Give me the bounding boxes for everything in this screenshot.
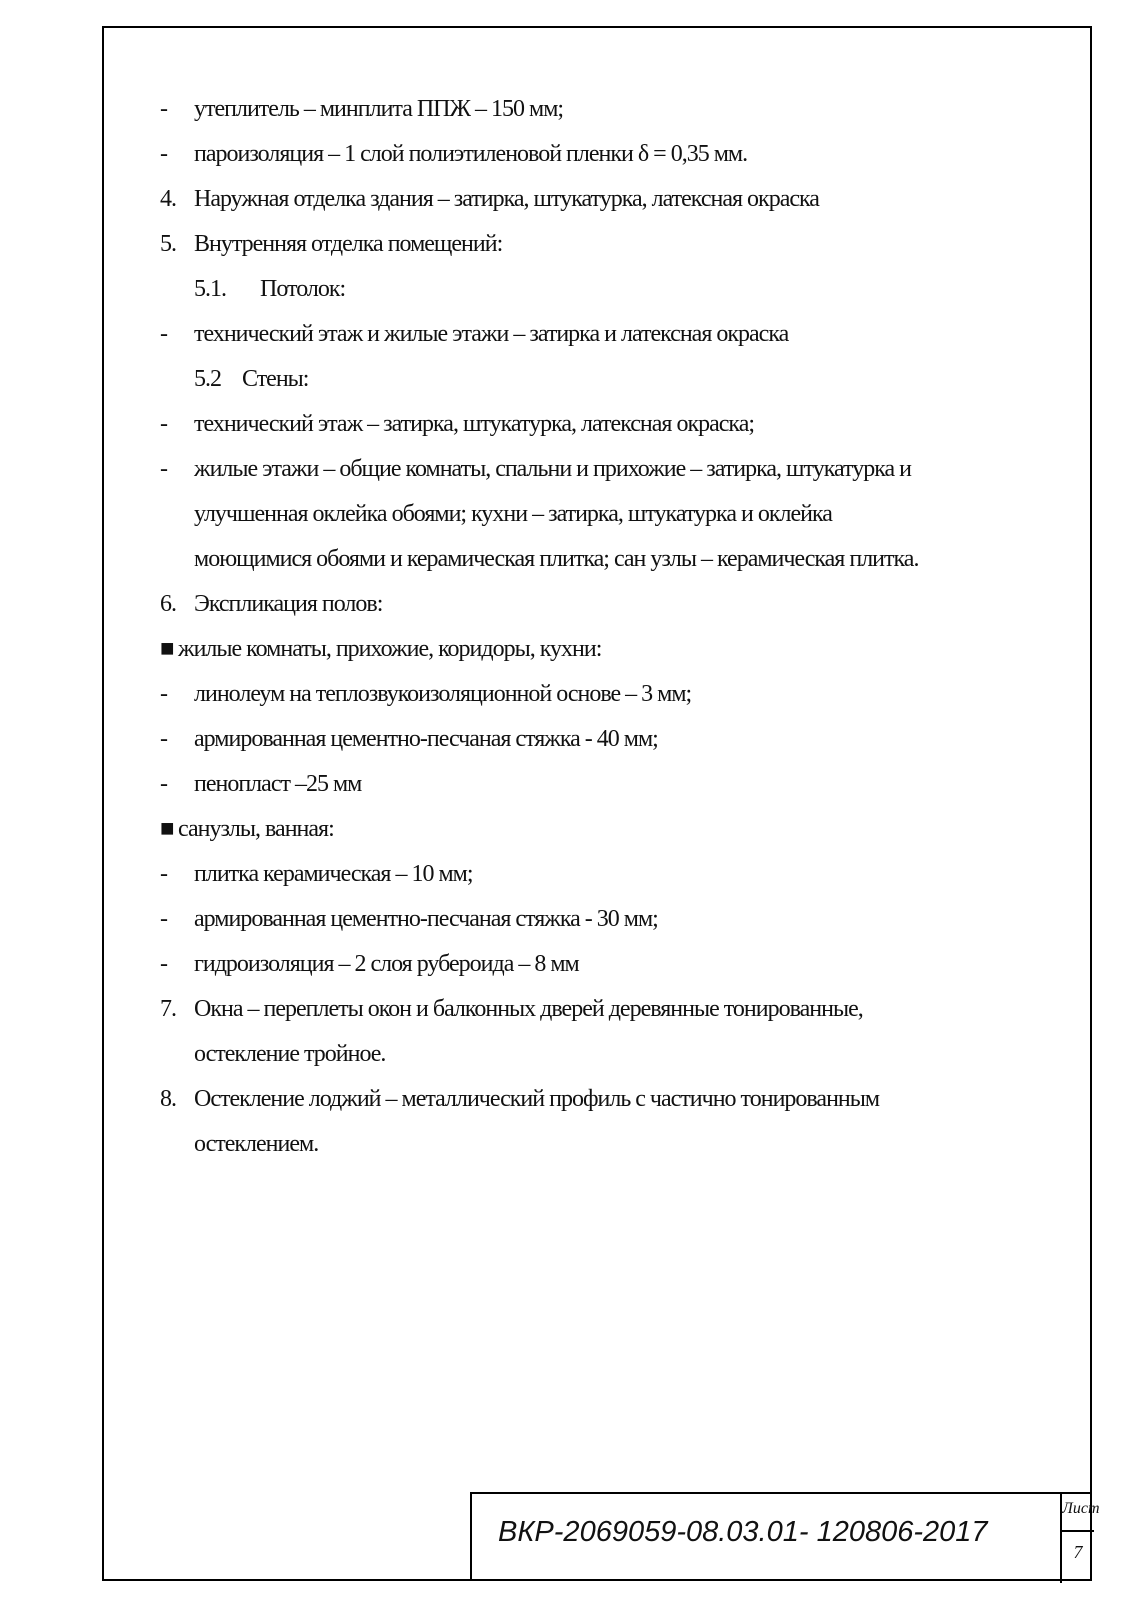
line-text: Стены: <box>242 366 309 392</box>
text-line <box>194 1031 385 1077</box>
title-block <box>470 1492 1100 1581</box>
text-line <box>160 851 473 897</box>
dash-marker: - <box>160 726 167 752</box>
text-line <box>160 131 747 177</box>
line-text: остеклением. <box>194 1131 319 1157</box>
list-number: 7. <box>160 996 176 1022</box>
text-line <box>160 941 579 987</box>
sub-number: 5.1. <box>194 276 226 302</box>
line-text: Окна – переплеты окон и балконных дверей деревянные тонированные, <box>194 996 863 1022</box>
list-number: 8. <box>160 1086 176 1112</box>
line-text: линолеум на теплозвукоизоляционной основе – 3 мм; <box>194 681 692 707</box>
line-text: армированная цементно-песчаная стяжка - 30 мм; <box>194 906 658 932</box>
line-text: армированная цементно-песчаная стяжка - 40 мм; <box>194 726 658 752</box>
text-line <box>160 986 863 1032</box>
line-text: технический этаж и жилые этажи – затирка и латексная окраска <box>194 321 789 347</box>
line-text: жилые комнаты, прихожие, коридоры, кухни: <box>178 636 602 662</box>
sub-number: 5.2 <box>194 366 221 392</box>
dash-marker: - <box>160 681 167 707</box>
text-line <box>160 626 601 672</box>
text-line <box>160 716 658 762</box>
document-code: ВКР-2069059-08.03.01- 120806-2017 <box>498 1516 988 1548</box>
line-text: Остекление лоджий – металлический профиль с частично тонированным <box>194 1086 880 1112</box>
list-number: 6. <box>160 591 176 617</box>
text-line <box>160 401 754 447</box>
line-text: улучшенная оклейка обоями; кухни – затирка, штукатурка и оклейка <box>194 501 832 527</box>
dash-marker: - <box>160 96 167 122</box>
dash-marker: - <box>160 456 167 482</box>
dash-marker: - <box>160 906 167 932</box>
line-text: Внутренняя отделка помещений: <box>194 231 503 257</box>
square-bullet: ■ <box>160 636 174 662</box>
text-line <box>194 1121 318 1167</box>
sheet-label: Лист <box>1062 1500 1100 1517</box>
line-text: плитка керамическая – 10 мм; <box>194 861 473 887</box>
text-line <box>160 806 334 852</box>
text-line <box>160 311 788 357</box>
line-text: технический этаж – затирка, штукатурка, латексная окраска; <box>194 411 755 437</box>
text-line <box>194 356 308 402</box>
line-text: моющимися обоями и керамическая плитка; сан узлы – керамическая плитка. <box>194 546 919 572</box>
line-text: Потолок: <box>260 276 346 302</box>
line-text: Экспликация полов: <box>194 591 383 617</box>
sheet-cell <box>1060 1494 1100 1583</box>
line-text: гидроизоляция – 2 слоя рубероида – 8 мм <box>194 951 579 977</box>
text-line <box>194 266 345 312</box>
sheet-number: 7 <box>1073 1542 1083 1562</box>
line-text: пароизоляция – 1 слой полиэтиленовой пленки δ = 0,35 мм. <box>194 141 748 167</box>
text-line <box>160 1076 879 1122</box>
sheet-divider <box>1062 1530 1094 1532</box>
dash-marker: - <box>160 771 167 797</box>
list-number: 4. <box>160 186 176 212</box>
line-text: остекление тройное. <box>194 1041 386 1067</box>
line-text: санузлы, ванная: <box>178 816 334 842</box>
text-line <box>160 761 361 807</box>
text-line <box>160 446 911 492</box>
line-text: пенопласт –25 мм <box>194 771 362 797</box>
text-line <box>160 581 382 627</box>
text-line <box>194 536 918 582</box>
text-line <box>160 896 658 942</box>
line-text: жилые этажи – общие комнаты, спальни и прихожие – затирка, штукатурка и <box>194 456 911 482</box>
text-line <box>194 491 832 537</box>
dash-marker: - <box>160 861 167 887</box>
text-line <box>160 176 819 222</box>
list-number: 5. <box>160 231 176 257</box>
dash-marker: - <box>160 141 167 167</box>
dash-marker: - <box>160 951 167 977</box>
text-line <box>160 221 502 267</box>
line-text: Наружная отделка здания – затирка, штукатурка, латексная окраска <box>194 186 819 212</box>
dash-marker: - <box>160 411 167 437</box>
text-line <box>160 671 691 717</box>
text-line <box>160 86 563 132</box>
line-text: утеплитель – минплита ППЖ – 150 мм; <box>194 96 564 122</box>
square-bullet: ■ <box>160 816 174 842</box>
dash-marker: - <box>160 321 167 347</box>
